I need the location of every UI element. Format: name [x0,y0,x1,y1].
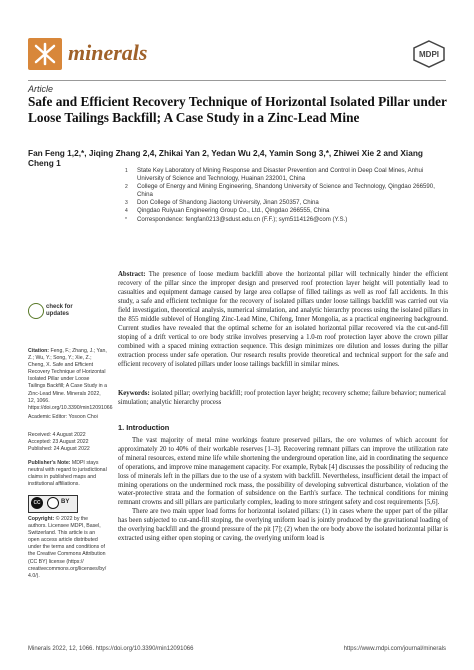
affiliation-item [125,199,445,207]
citation-text: Feng, F.; Zhang, J.; Yan, Z.; Wu, Y.; Song, Y.; Xie, Z.; Cheng, X. Safe and Efficient Recovery Technique of Horizontal Isolated Pillar under Loose Tailings Backfill; A Case Study in a Zinc-Lead Mine. Minerals 2022, 12, 1066. https://doi.org/10.3390/min12091066 [28,348,113,411]
affiliations [125,167,445,224]
publisher-note [28,460,108,488]
publisher-note-text: MDPI stays neutral with regard to jurisdictional claims in published maps and institutional affiliations. [28,460,107,488]
intro-paragraph: The vast majority of metal mine workings feature preserved pillars, the ore volumes of which account for approximately 20 to 40% of their workable reserves [1–3]. Recovering remnant pillars can improve the utilization rate of mineral resources, extend mine life while shortening the underground operation line, aid in coordinating the sequence of operations, and improve mine management capacity. For example, Rybak [4] discusses the possibility of reducing the loss of minerals left in the pillars due to the use of a system with backfill. Nevertheless, insufficient detail the impact of mining operations on the undermined rock mass, the possibility of developing subvertical disturbance, violation of the water-protective strata and the formation of subsidence on the Earth's surface. The technical conditions for mining remnant crowns and sill pillars are particularly complex, leading to more stringent safety and cost requirements [5,6]. [118,437,448,507]
affiliation-number: 4 [125,208,128,215]
section-heading-introduction: 1. Introduction [118,423,170,432]
accepted-date: Accepted: 23 August 2022 [28,439,89,446]
abstract-label: Abstract: [118,271,146,278]
affiliation-number: 2 [125,184,128,191]
abstract-text: The presence of loose medium backfill above the horizontal pillar will technically hinder the efficient recovery of the pillar since the improper design and preserved roof protection layer height will potentially lead to casualties and equipment damage caused by large area collapse of filled tailings as well as roof fall accidents. In this study, a safe and efficient technique for the recovery of isolated pillars under loose tailings backfill was carried out via field investigation, theoretical analysis, numerical simulation, and analytic hierarchy process using the isolated pillars in the 855 middle sublevel of Hongling Zinc-Lead Mine, Chifeng, Inner Mongolia, as a practical engineering background. Current studies have revealed that the optimal scheme for an isolated horizontal pillar recovered via the cut-and-fill stoping of a drift vertical to ore body strike involves preserving a 1.0-m roof protection layer above the crown pillar combined with a spaced mining extraction sequence. This design minimizes ore dilution and losses during the pillar extraction process under safe operation. Our research results provide theoretical and technical support for the safe and efficient recovery of isolated pillars under loose tailings backfill in similar mines. [118,271,449,368]
journal-header [28,38,446,78]
cc-license-badge[interactable] [28,495,78,513]
keywords-label: Keywords: [118,390,150,397]
article-type: Article [28,84,54,94]
copyright-text: © 2022 by the authors. Licensee MDPI, Basel, Switzerland. This article is an open access article distributed under the terms and conditions of the Creative Commons Attribution (CC BY) license (https:// creativecommons.org/licenses/by/ 4.0/). [28,516,107,579]
introduction-body [118,437,448,544]
abstract [118,270,448,369]
keywords-text: isolated pillar; overlying backfill; roof protection layer height; recovery scheme; failure behavior; numerical simulation; analytic hierarchy process [118,390,446,406]
affiliation-item [125,183,445,199]
license-badge-label: BY [61,499,70,505]
affiliation-text: Don College of Shandong Jiaotong University, Jinan 250357, China [137,199,319,207]
mdpi-label: MDPI [419,50,439,59]
affiliation-text: State Key Laboratory of Mining Response and Disaster Prevention and Control in Deep Coal Mines, Anhui University of Science and Technology, Huainan 232001, China [137,167,424,183]
paper-title: Safe and Efficient Recovery Technique of Horizontal Isolated Pillar under Loose Tailings Backfill; A Case Study in a Zinc-Lead Mine [28,94,447,125]
citation-label: Citation: [28,348,50,354]
check-updates-label: check for updates [46,304,73,317]
affiliation-number: 3 [125,200,128,207]
intro-paragraph: There are two main upper load forms for horizontal isolated pillars: (1) in cases where the upper part of the pillar has been subjected to cut-and-fill stoping, the overlying uniform load is jointly produced by the gravitational loading of the overlying backfill and the ground pressure of the pit [7]; (2) when the ore body above the isolated horizontal pillar is extracted using either open stoping or caving, the overlying uniform load is [118,508,448,542]
check-for-updates-badge[interactable] [28,303,88,325]
academic-editor: Academic Editor: Yosoon Choi [28,414,98,420]
footer-citation[interactable]: Minerals 2022, 12, 1066. https://doi.org/10.3390/min12091066 [28,646,194,652]
author-list: Fan Feng 1,2,*, Jiqing Zhang 2,4, Zhikai Yan 2, Yedan Wu 2,4, Yamin Song 3,*, Zhiwei Xie 2 and Xiang Cheng 1 [28,148,423,168]
header-divider [28,80,446,81]
citation-block [28,348,113,412]
attribution-icon [47,497,59,509]
published-date: Published: 24 August 2022 [28,446,90,453]
footer-journal-link[interactable]: https://www.mdpi.com/journal/minerals [343,646,446,652]
affiliation-text: Qingdao Ruiyuan Engineering Group Co., Ltd., Qingdao 266555, China [137,207,330,215]
affiliation-item [125,216,445,224]
publication-dates [28,432,108,453]
copyright-label: Copyright: [28,516,55,522]
mdpi-logo-icon[interactable] [412,40,446,68]
affiliation-item [125,207,445,215]
journal-logo-icon [28,38,62,70]
publisher-note-label: Publisher's Note: [28,460,71,466]
affiliation-item [125,167,445,183]
affiliation-text: Correspondence: fengfan0213@sdust.edu.cn (F.F.); sym5114126@com (Y.S.) [137,215,348,223]
affiliation-number: 1 [125,168,128,174]
affiliation-text: College of Energy and Mining Engineering, Shandong University of Science and Technology, Qingdao 266590, China [137,183,435,199]
check-updates-icon [28,303,44,319]
journal-name[interactable]: minerals [68,40,148,65]
received-date: Received: 4 August 2022 [28,432,86,438]
cc-icon: cc [31,497,43,509]
affiliation-number: * [125,216,127,223]
keywords [118,389,448,407]
copyright-block [28,516,108,580]
